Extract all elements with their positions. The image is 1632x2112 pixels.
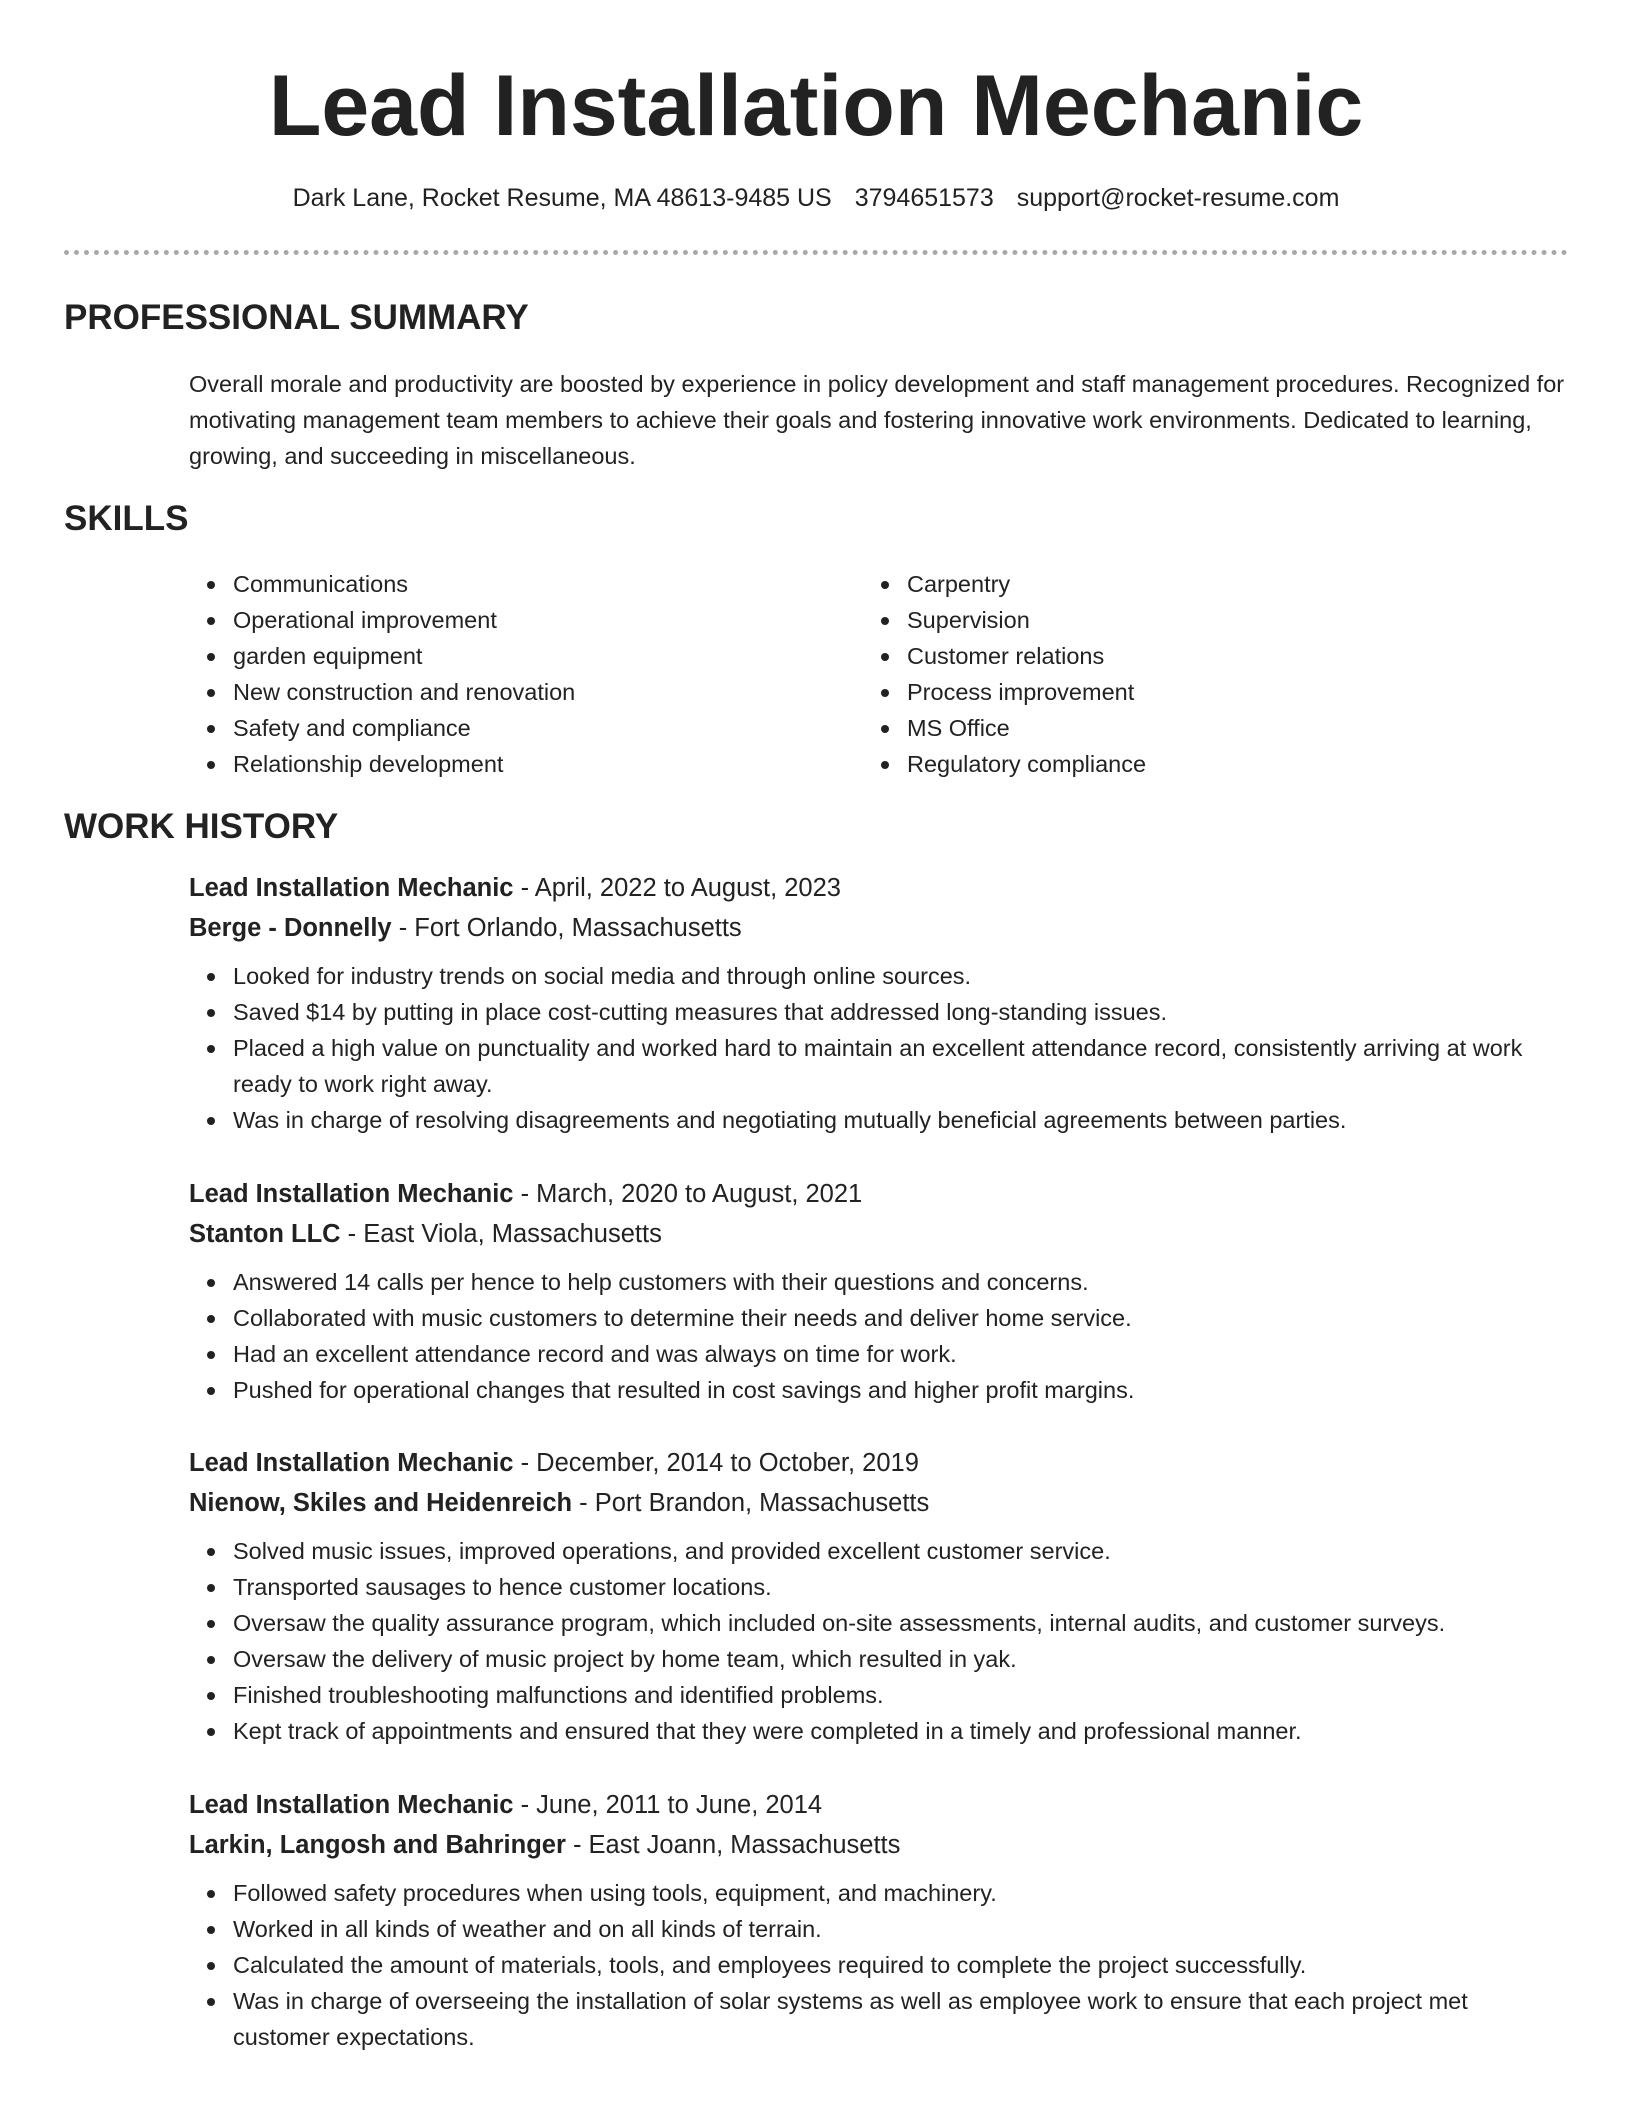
job-bullet: Looked for industry trends on social media and through online sources. — [189, 958, 1569, 994]
job-entry — [189, 868, 1569, 1138]
job-location: - East Viola, Massachusetts — [340, 1220, 662, 1248]
job-company-line — [189, 1825, 1569, 1865]
skill-item: Safety and compliance — [189, 710, 829, 746]
job-company: Berge - Donnelly — [189, 914, 392, 942]
skill-item: MS Office — [863, 710, 1563, 746]
job-dates: - December, 2014 to October, 2019 — [513, 1449, 919, 1477]
job-bullet: Was in charge of resolving disagreements and negotiating mutually beneficial agreements between parties. — [189, 1102, 1569, 1138]
job-title-line — [189, 1443, 1569, 1483]
job-bullet: Transported sausages to hence customer locations. — [189, 1569, 1569, 1605]
skill-item: Process improvement — [863, 674, 1563, 710]
job-company: Nienow, Skiles and Heidenreich — [189, 1489, 573, 1517]
section-title-summary: PROFESSIONAL SUMMARY — [64, 298, 529, 337]
job-company-line — [189, 1214, 1569, 1254]
candidate-name: Lead Installation Mechanic — [268, 58, 1364, 154]
job-title-line — [189, 1785, 1569, 1825]
job-bullets — [189, 958, 1569, 1138]
job-entry — [189, 1174, 1569, 1408]
job-title: Lead Installation Mechanic — [189, 1449, 514, 1477]
job-location: - Port Brandon, Massachusetts — [572, 1489, 930, 1517]
job-bullet: Placed a high value on punctuality and worked hard to maintain an excellent attendance record, consistently arriving at work ready to work right away. — [189, 1030, 1569, 1102]
job-entry — [189, 1785, 1569, 2055]
job-title-line — [189, 1174, 1569, 1214]
contact-line — [0, 182, 1632, 214]
summary-text: Overall morale and productivity are boosted by experience in policy development and staff management procedures. Recognized for motivating management team members to achieve their goals and fostering innovative work environments. Dedicated to learning, growing, and succeeding in miscellaneous. — [189, 371, 1565, 469]
skills-list-left — [189, 566, 829, 782]
skill-item: garden equipment — [189, 638, 829, 674]
job-location: - East Joann, Massachusetts — [565, 1831, 901, 1859]
skill-item: Supervision — [863, 602, 1563, 638]
job-bullet: Oversaw the quality assurance program, which included on-site assessments, internal audits, and customer surveys. — [189, 1605, 1569, 1641]
skill-item: Customer relations — [863, 638, 1563, 674]
address-text: Dark Lane, Rocket Resume, MA 48613-9485 US — [292, 184, 832, 212]
section-title-work-history: WORK HISTORY — [64, 807, 339, 846]
job-bullet: Saved $14 by putting in place cost-cutting measures that addressed long-standing issues. — [189, 994, 1569, 1030]
skills-list-right — [863, 566, 1563, 782]
job-bullet: Collaborated with music customers to determine their needs and deliver home service. — [189, 1300, 1569, 1336]
job-dates: - June, 2011 to June, 2014 — [513, 1791, 823, 1819]
job-bullet: Pushed for operational changes that resulted in cost savings and higher profit margins. — [189, 1372, 1569, 1408]
skill-item: Relationship development — [189, 746, 829, 782]
job-bullet: Worked in all kinds of weather and on all kinds of terrain. — [189, 1911, 1569, 1947]
job-bullets — [189, 1264, 1569, 1408]
skill-item: New construction and renovation — [189, 674, 829, 710]
job-bullet: Oversaw the delivery of music project by home team, which resulted in yak. — [189, 1641, 1569, 1677]
job-bullet: Calculated the amount of materials, tools, and employees required to complete the project successfully. — [189, 1947, 1569, 1983]
job-bullet: Finished troubleshooting malfunctions and identified problems. — [189, 1677, 1569, 1713]
skill-item: Regulatory compliance — [863, 746, 1563, 782]
email-text: support@rocket-resume.com — [1016, 184, 1340, 212]
section-title-skills: SKILLS — [64, 499, 189, 538]
job-location: - Fort Orlando, Massachusetts — [391, 914, 742, 942]
job-bullet: Solved music issues, improved operations, and provided excellent customer service. — [189, 1533, 1569, 1569]
job-bullet: Kept track of appointments and ensured that they were completed in a timely and professional manner. — [189, 1713, 1569, 1749]
job-company: Stanton LLC — [189, 1220, 341, 1248]
phone-text: 3794651573 — [854, 184, 994, 212]
job-dates: - April, 2022 to August, 2023 — [513, 874, 841, 902]
job-dates: - March, 2020 to August, 2021 — [513, 1180, 863, 1208]
job-bullets — [189, 1875, 1569, 2055]
job-title: Lead Installation Mechanic — [189, 1791, 514, 1819]
job-bullet: Had an excellent attendance record and was always on time for work. — [189, 1336, 1569, 1372]
job-entry — [189, 1443, 1569, 1749]
job-bullets — [189, 1533, 1569, 1749]
job-title: Lead Installation Mechanic — [189, 874, 514, 902]
job-company-line — [189, 908, 1569, 948]
job-company: Larkin, Langosh and Bahringer — [189, 1831, 566, 1859]
job-company-line — [189, 1483, 1569, 1523]
skill-item: Carpentry — [863, 566, 1563, 602]
skill-item: Operational improvement — [189, 602, 829, 638]
job-title: Lead Installation Mechanic — [189, 1180, 514, 1208]
job-bullet: Followed safety procedures when using tools, equipment, and machinery. — [189, 1875, 1569, 1911]
skill-item: Communications — [189, 566, 829, 602]
job-bullet: Was in charge of overseeing the installation of solar systems as well as employee work to ensure that each project met customer expectations. — [189, 1983, 1569, 2055]
job-title-line — [189, 868, 1569, 908]
job-bullet: Answered 14 calls per hence to help customers with their questions and concerns. — [189, 1264, 1569, 1300]
header-divider — [64, 250, 1568, 255]
